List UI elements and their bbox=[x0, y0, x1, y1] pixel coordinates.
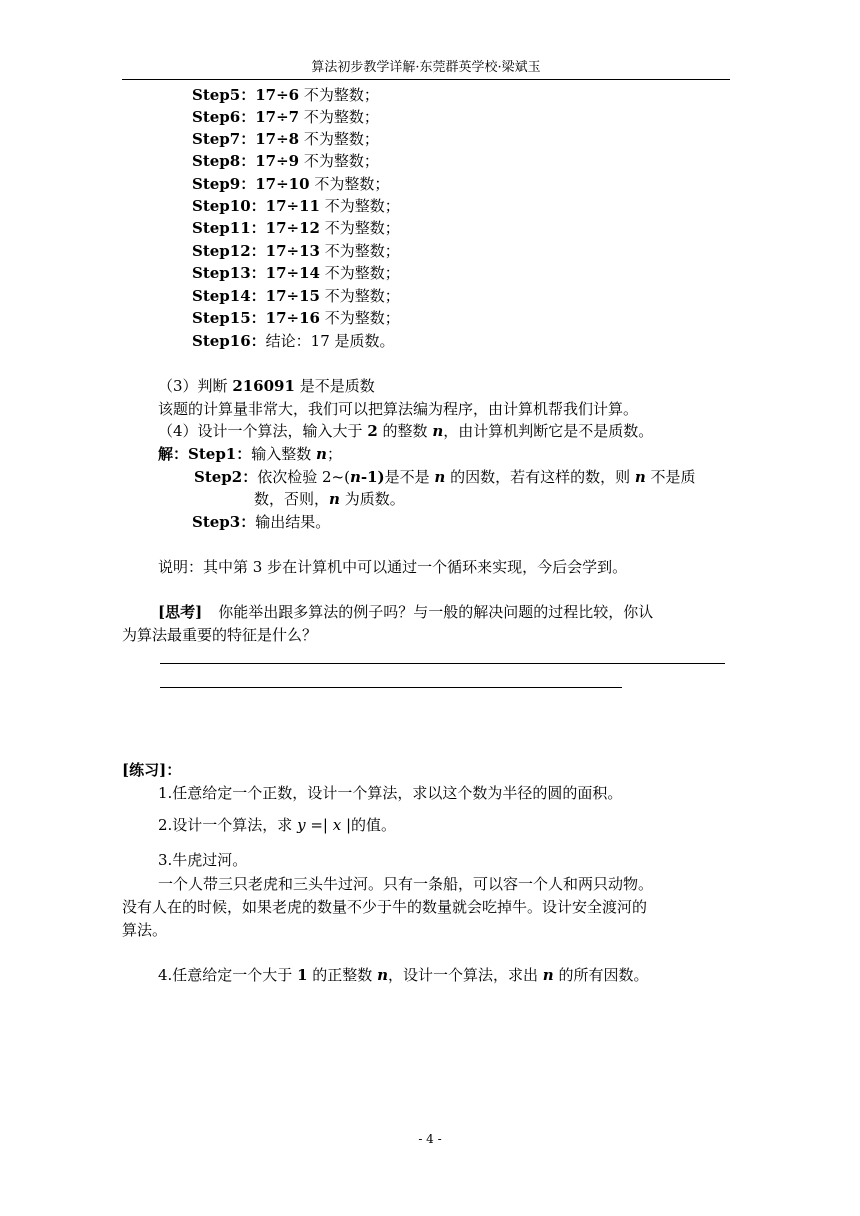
step-text: 不是质 bbox=[645, 468, 696, 486]
step-expr: 17÷12 bbox=[265, 219, 320, 237]
step-label: Step1： bbox=[188, 445, 252, 463]
solution-step1 bbox=[158, 444, 342, 464]
step-text: 结论：17 是质数。 bbox=[265, 332, 395, 350]
part4-variable: n bbox=[432, 422, 444, 440]
step-label: Step12： bbox=[192, 242, 266, 260]
step-line bbox=[192, 263, 400, 283]
answer-line[interactable] bbox=[160, 687, 622, 688]
practice-q3-title: 3.牛虎过河。 bbox=[158, 851, 248, 869]
step-text: 不为整数； bbox=[320, 219, 400, 237]
step-line bbox=[192, 196, 400, 216]
step-expr: 17÷10 bbox=[255, 175, 310, 193]
step-expr: 17÷7 bbox=[255, 108, 300, 126]
step-expr: 17÷16 bbox=[265, 309, 320, 327]
step-label: Step2： bbox=[194, 468, 258, 486]
step-line bbox=[192, 85, 379, 105]
page-header: 算法初步教学详解·东莞群英学校·梁斌玉 bbox=[311, 60, 541, 75]
step-label: Step6： bbox=[192, 108, 256, 126]
step-variable: n bbox=[316, 445, 327, 463]
q2-text: 的值。 bbox=[351, 816, 397, 834]
practice-q2 bbox=[158, 815, 396, 835]
step-label: Step11： bbox=[192, 219, 266, 237]
step-label: Step8： bbox=[192, 152, 256, 170]
think-line-1 bbox=[158, 602, 653, 622]
solution-step3 bbox=[192, 512, 330, 532]
q4-text: 4.任意给定一个大于 bbox=[158, 966, 298, 984]
step-text: 不为整数； bbox=[320, 287, 400, 305]
step-text: 不为整数； bbox=[299, 130, 379, 148]
step-label: Step3： bbox=[192, 513, 256, 531]
step-line bbox=[192, 308, 400, 328]
practice-q3-line1: 一个人带三只老虎和三头牛过河。只有一条船，可以容一个人和两只动物。 bbox=[158, 875, 654, 893]
step-expr: 17÷9 bbox=[255, 152, 300, 170]
think-line-2: 为算法最重要的特征是什么？ bbox=[122, 626, 318, 644]
step-text: 不为整数； bbox=[320, 197, 400, 215]
part4-number: 2 bbox=[367, 422, 378, 440]
q2-formula: y =| x | bbox=[297, 816, 352, 834]
step-variable: n bbox=[349, 468, 361, 486]
step-text: 不为整数； bbox=[299, 108, 379, 126]
step-variable: n bbox=[634, 468, 646, 486]
step-line bbox=[192, 331, 395, 351]
header-rule bbox=[122, 79, 730, 80]
practice-title: [练习]： bbox=[122, 761, 182, 779]
step-text: 不为整数； bbox=[299, 86, 379, 104]
step-expr: 17÷6 bbox=[255, 86, 300, 104]
practice-q3-line2: 没有人在的时候，如果老虎的数量不少于牛的数量就会吃掉牛。设计安全渡河的 bbox=[122, 898, 648, 916]
step-text: 不为整数； bbox=[299, 152, 379, 170]
think-label: [思考] bbox=[158, 603, 203, 621]
step-label: Step10： bbox=[192, 197, 266, 215]
practice-q1: 1.任意给定一个正数，设计一个算法，求以这个数为半径的圆的面积。 bbox=[158, 784, 623, 802]
part3-description: 该题的计算量非常大，我们可以把算法编为程序，由计算机帮我们计算。 bbox=[158, 400, 639, 418]
step-label: Step13： bbox=[192, 264, 266, 282]
step-line bbox=[192, 174, 389, 194]
part4-text: ，由计算机判断它是不是质数。 bbox=[443, 422, 654, 440]
step-label: Step15： bbox=[192, 309, 266, 327]
step-text: 输出结果。 bbox=[255, 513, 331, 531]
note-paragraph: 说明：其中第 3 步在计算机中可以通过一个循环来实现，今后会学到。 bbox=[158, 558, 628, 576]
step-variable: n bbox=[434, 468, 446, 486]
q2-text: 2.设计一个算法，求 bbox=[158, 816, 298, 834]
step-label: Step7： bbox=[192, 130, 256, 148]
solution-step2 bbox=[194, 467, 696, 487]
practice-q3-line3: 算法。 bbox=[122, 921, 168, 939]
q4-text: 的所有因数。 bbox=[553, 966, 649, 984]
solution-label: 解： bbox=[158, 445, 189, 463]
step-line bbox=[192, 151, 379, 171]
step-text: 数，否则， bbox=[254, 490, 330, 508]
step-text: 输入整数 bbox=[251, 445, 317, 463]
step-expr: 17÷13 bbox=[265, 242, 320, 260]
q4-variable: n bbox=[377, 966, 388, 984]
step-text: 不为整数； bbox=[320, 309, 400, 327]
solution-step2-cont bbox=[254, 489, 405, 509]
step-line bbox=[192, 129, 379, 149]
step-expr: 17÷14 bbox=[265, 264, 320, 282]
step-line bbox=[192, 218, 400, 238]
step-expr: 17÷15 bbox=[265, 287, 320, 305]
q4-text: ，设计一个算法，求出 bbox=[387, 966, 543, 984]
part3-heading bbox=[158, 376, 375, 396]
part4-text: （4）设计一个算法，输入大于 bbox=[158, 422, 368, 440]
step-line bbox=[192, 107, 379, 127]
step-text: 是不是 bbox=[384, 468, 435, 486]
practice-q4 bbox=[158, 965, 648, 985]
step-text: 不为整数； bbox=[320, 242, 400, 260]
page-number: - 4 - bbox=[418, 1132, 442, 1146]
step-text: 依次检验 2~( bbox=[257, 468, 350, 486]
think-text: 你能举出跟多算法的例子吗？与一般的解决问题的过程比较，你认 bbox=[218, 603, 654, 621]
part4-text: 的整数 bbox=[377, 422, 433, 440]
step-expr: 17÷8 bbox=[255, 130, 300, 148]
step-label: Step16： bbox=[192, 332, 266, 350]
part4-heading bbox=[158, 421, 653, 441]
step-text: ； bbox=[326, 445, 342, 463]
step-text: 为质数。 bbox=[339, 490, 405, 508]
part3-suffix: 是不是质数 bbox=[294, 377, 375, 395]
step-text: -1) bbox=[360, 468, 385, 486]
part3-prefix: （3）判断 bbox=[158, 377, 233, 395]
step-line bbox=[192, 241, 400, 261]
step-label: Step9： bbox=[192, 175, 256, 193]
step-variable: n bbox=[329, 490, 340, 508]
part3-number: 216091 bbox=[232, 377, 295, 395]
step-line bbox=[192, 286, 400, 306]
q4-text: 的正整数 bbox=[307, 966, 378, 984]
answer-line[interactable] bbox=[160, 663, 725, 664]
step-label: Step5： bbox=[192, 86, 256, 104]
q4-number: 1 bbox=[297, 966, 308, 984]
step-text: 不为整数； bbox=[309, 175, 390, 193]
step-expr: 17÷11 bbox=[265, 197, 320, 215]
q4-variable: n bbox=[542, 966, 554, 984]
step-text: 不为整数； bbox=[320, 264, 400, 282]
step-text: 的因数，若有这样的数，则 bbox=[445, 468, 635, 486]
step-label: Step14： bbox=[192, 287, 266, 305]
